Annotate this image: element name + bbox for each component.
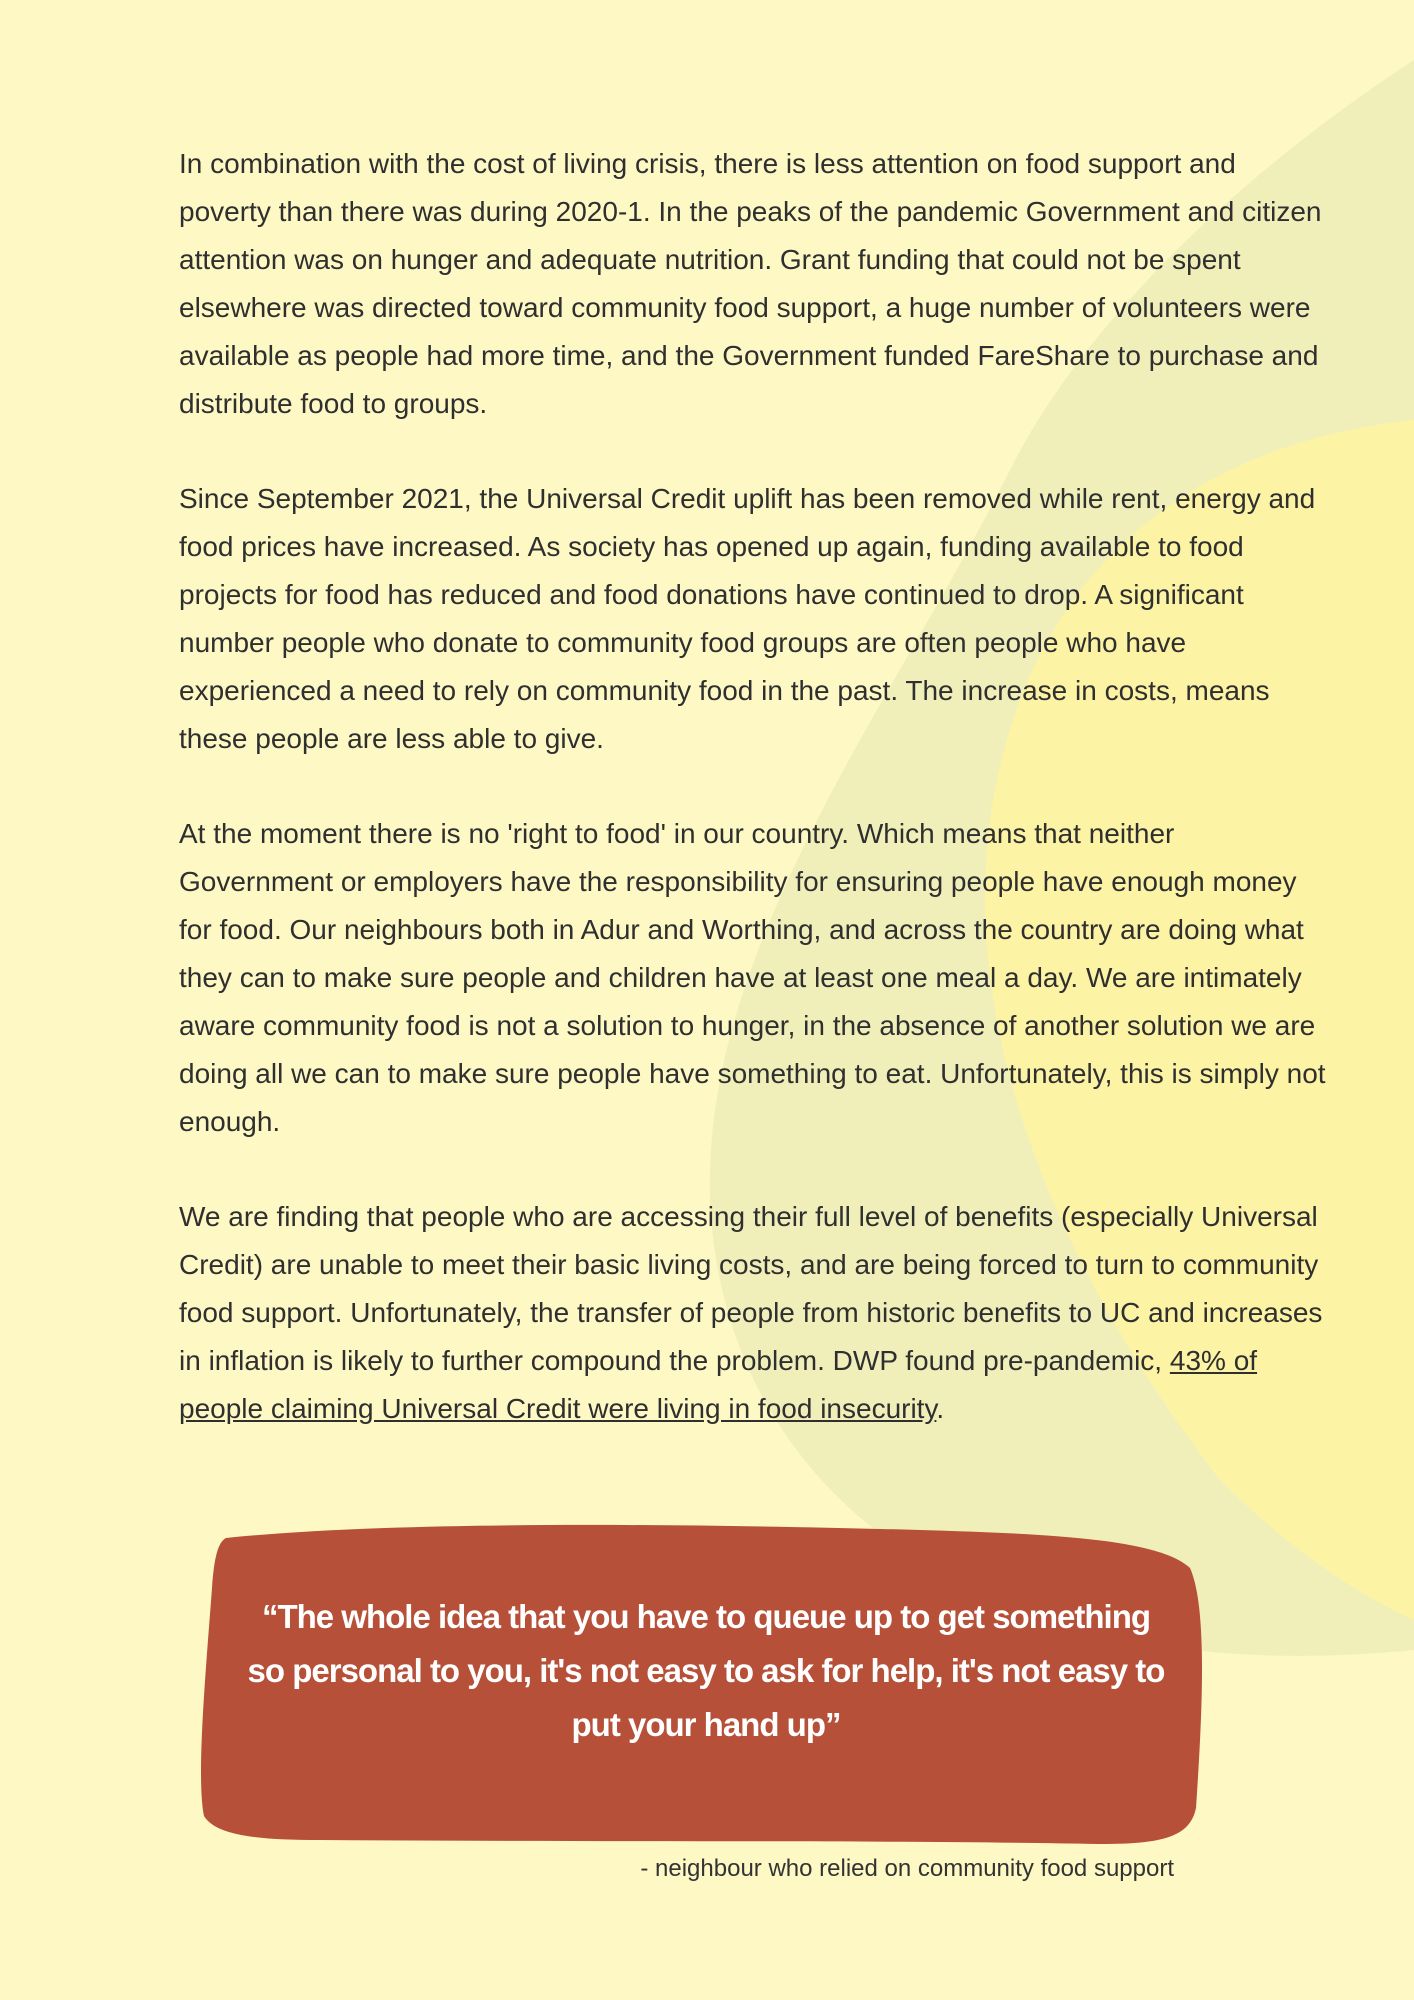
main-content: [179, 140, 1329, 1480]
quote-attribution: - neighbour who relied on community food support: [640, 1855, 1174, 1882]
paragraph-right-to-food: At the moment there is no 'right to food' in our country. Which means that neither Government or employers have the responsibility for ensuring people have enough money for food. Our neighbours both in Adur and Worthing, and across the country are doing what they can to make sure people and children have at least one meal a day. We are intimately aware community food is not a solution to hunger, in the absence of another solution we are doing all we can to make sure people have something to eat. Unfortunately, this is simply not enough.: [179, 818, 1326, 1137]
paragraph-universal-credit-uplift: Since September 2021, the Universal Credit uplift has been removed while rent, energy and food prices have increased. As society has opened up again, funding available to food projects for food has reduced and food donations have continued to drop. A significant number people who donate to community food groups are often people who have experienced a need to rely on community food in the past. The increase in costs, means these people are less able to give.: [179, 483, 1316, 754]
paragraph-benefits-text: We are finding that people who are accessing their full level of benefits (especially Universal Credit) are unable to meet their basic living costs, and are being forced to turn to community food support. Unfortunately, the transfer of people from historic benefits to UC and increases in inflation is likely to further compound the problem. DWP found pre-pandemic,: [179, 1201, 1323, 1376]
paragraph-benefits: [179, 1193, 1329, 1433]
quote-block: [200, 1518, 1212, 1848]
paragraph-benefits-end: .: [936, 1393, 945, 1424]
food-insecurity-link[interactable]: 43% of people claiming Universal Credit were living in food insecurity: [179, 1345, 1258, 1424]
paragraph-food-attention: In combination with the cost of living crisis, there is less attention on food support and poverty than there was during 2020-1. In the peaks of the pandemic Government and citizen attention was on hunger and adequate nutrition. Grant funding that could not be spent elsewhere was directed toward community food support, a huge number of volunteers were available as people had more time, and the Government funded FareShare to purchase and distribute food to groups.: [179, 148, 1322, 419]
quote-text: “The whole idea that you have to queue up to get something so personal to you, it's not easy to ask for help, it's not easy to put your hand up”: [247, 1598, 1165, 1743]
